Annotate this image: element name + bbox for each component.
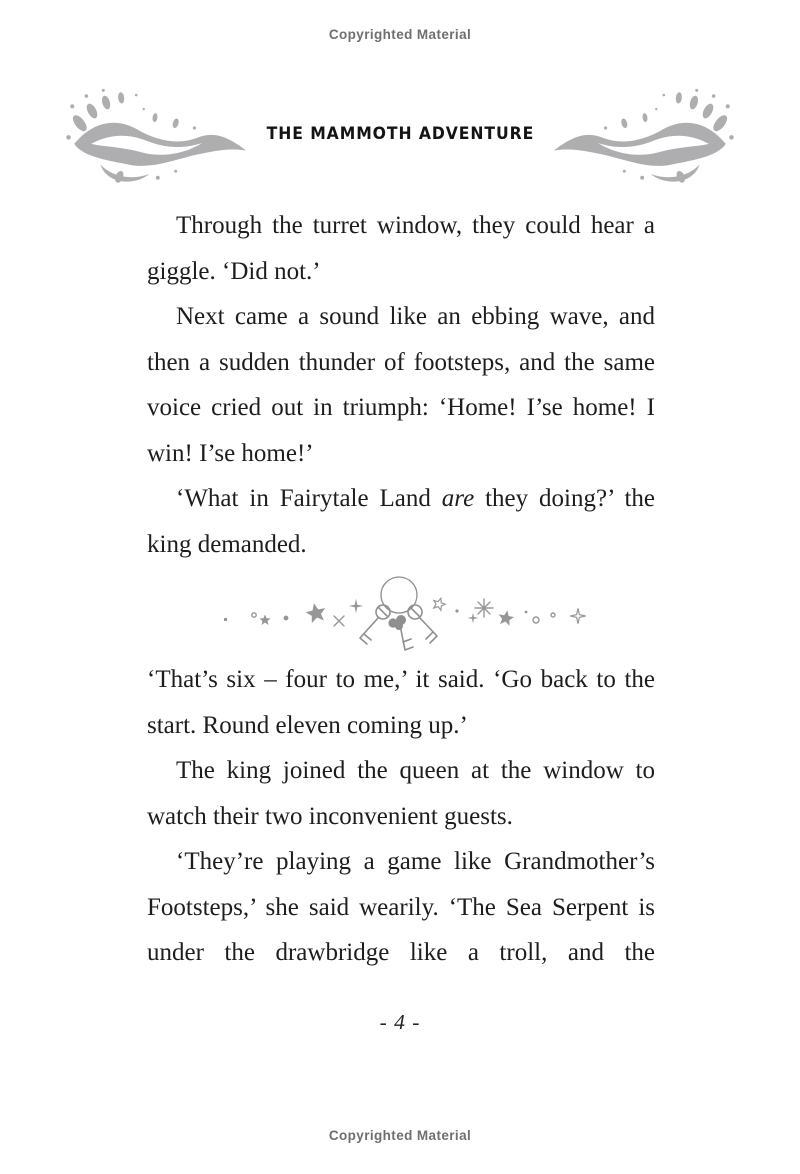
- paragraph-text: ‘That’s six – four to me,’ it said. ‘Go back to the start. Round eleven coming up.’: [147, 666, 655, 739]
- copyright-watermark-bottom: Copyrighted Material: [328, 1128, 472, 1143]
- splash-flourish-left-icon: [61, 85, 249, 185]
- paragraph-text: Next came a sound like an ebbing wave, and then a sudden thunder of footsteps, and the same voice cried out in triumph: ‘Home! I’se home! I win! I’se home!’: [147, 303, 655, 467]
- paragraph-text: ‘What in Fairytale Land: [176, 485, 442, 512]
- body-paragraph: [147, 203, 655, 294]
- chapter-title: THE MAMMOTH ADVENTURE: [266, 124, 534, 144]
- paragraph-text: ‘They’re playing a game like Grandmother’s Footsteps,’ she said wearily. ‘The Sea Serpent is under the drawbridge like a troll, and the: [147, 848, 655, 966]
- splash-flourish-right-icon: [551, 85, 739, 185]
- body-paragraph: [147, 748, 655, 839]
- body-text: [147, 203, 655, 976]
- page-number: - 4 -: [379, 1010, 421, 1034]
- paragraph-text: The king joined the queen at the window to watch their two inconvenient guests.: [147, 757, 655, 830]
- emphasized-text: are: [441, 485, 475, 512]
- keyring-and-stars-divider-icon: [147, 568, 655, 656]
- copyright-watermark-top: Copyrighted Material: [328, 27, 472, 42]
- body-paragraph: [147, 657, 655, 748]
- paragraph-group-bottom: [147, 657, 655, 976]
- paragraph-text: Through the turret window, they could hear a giggle. ‘Did not.’: [147, 212, 655, 285]
- body-paragraph: [147, 839, 655, 976]
- chapter-header: [0, 84, 800, 186]
- body-paragraph: [147, 294, 655, 476]
- paragraph-text: they doing?’ the king demanded.: [147, 485, 655, 558]
- paragraph-group-top: [147, 203, 655, 567]
- body-paragraph: [147, 476, 655, 567]
